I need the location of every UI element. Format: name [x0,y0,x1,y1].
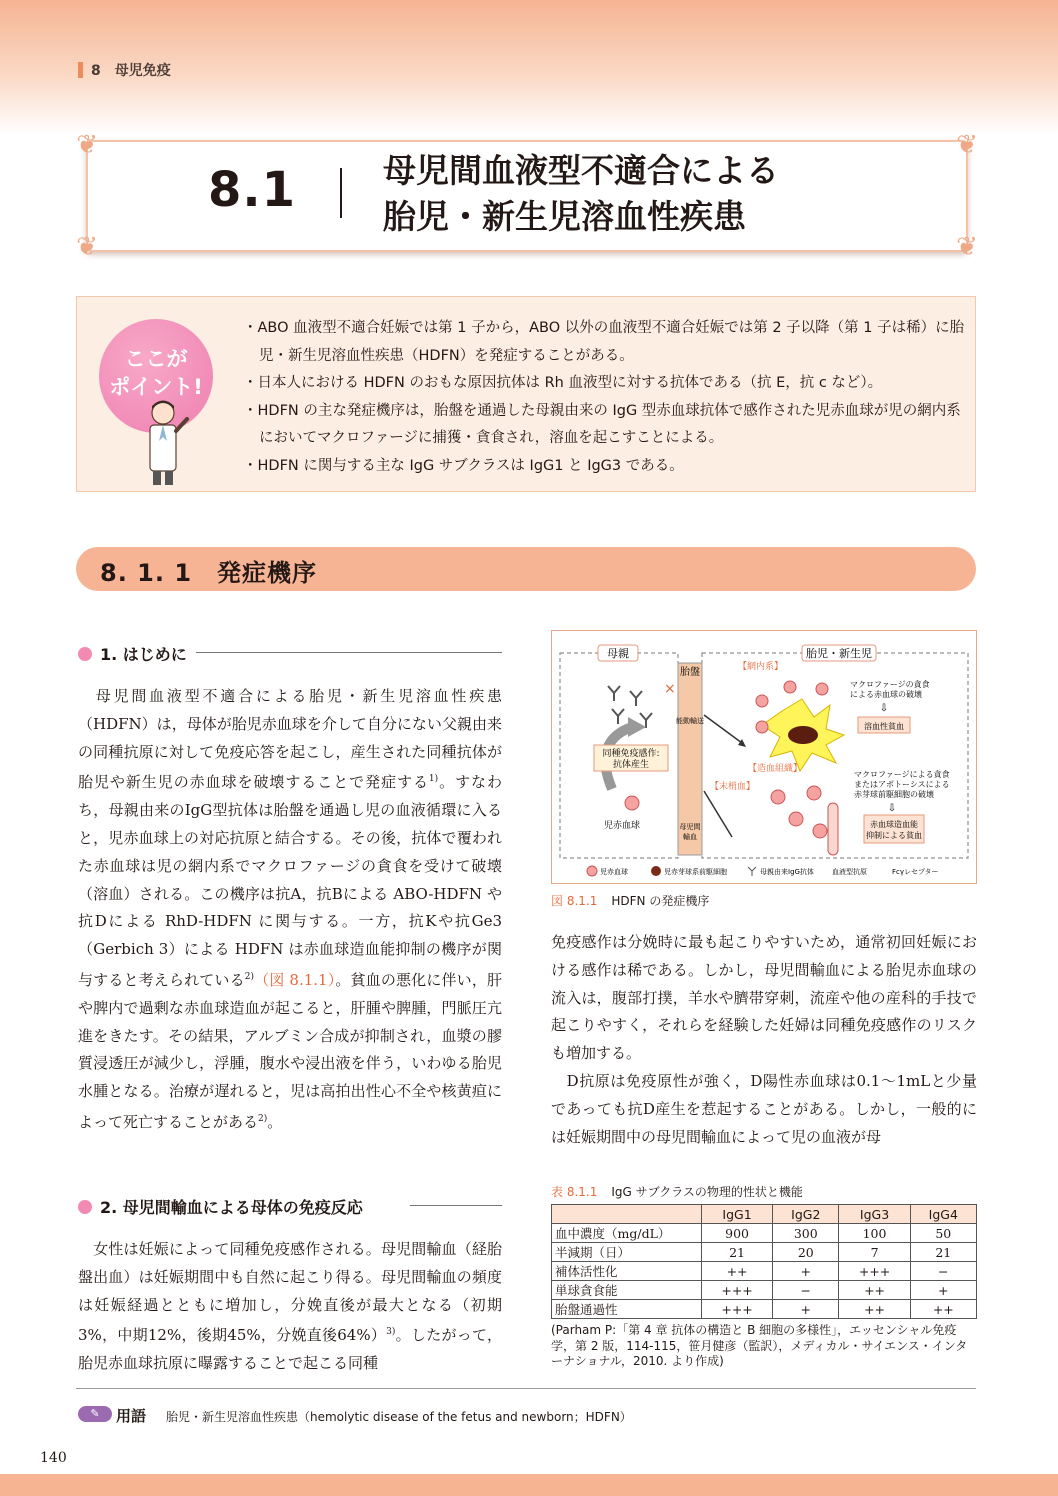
ornament-icon: ❦ [76,130,98,160]
heading-rule [410,1205,502,1206]
bullet-icon [78,1200,92,1214]
ornament-icon: ❦ [956,130,978,160]
list-item: ・HDFN の主な発症機序は，胎盤を通過した母親由来の IgG 型赤血球抗体で感作された児赤血球が児の網内系においてマクロファージに捕獲・貪食され，溶血を起こすことによる。 [243,402,961,446]
section-number: 8.1 [208,162,297,218]
footer-band [0,1474,1058,1496]
hemolytic-anemia-label: 溶血性貧血 [864,722,904,731]
supp-text-2: 抑制による貧血 [866,831,922,840]
table-header-row: IgG1 IgG2 IgG3 IgG4 [552,1205,977,1224]
active-transport-label: 能動輸送 [676,717,704,725]
legend-precursor: 児赤芽球系前駆細胞 [664,868,727,876]
reticulo-label: 【網内系】 [738,662,784,672]
fetus-label: 胎児・新生児 [806,647,872,660]
table-caption: 表 8.1.1 IgG サブクラスの物理的性状と機能 [551,1185,803,1199]
legend-antigen: 血液型抗原 [832,868,867,876]
table-row: 胎盤通過性 +++ + ++ ++ [552,1300,977,1319]
chapter-header [78,60,171,80]
page-title: 母児間血液型不適合による 胎児・新生児溶血性疾患 [383,151,779,236]
macro-text-2: による赤血球の破壊 [850,690,922,699]
antibody-production-label: 抗体産生 [612,760,650,770]
apop-text-3: 赤芽球前駆細胞の破壊 [854,790,934,799]
subsection-heading-2: 2. 母児間輸血による母体の免疫反応 [78,1195,502,1218]
doctor-illustration-icon [133,397,193,489]
figure-link[interactable]: （図 8.1.1） [254,970,336,989]
table-row: 補体活性化 ++ + +++ − [552,1262,977,1281]
glossary-text: 胎児・新生児溶血性疾患（hemolytic disease of the fetus and newborn；HDFN） [166,1410,632,1424]
paragraph: 免疫感作は分娩時に最も起こりやすいため，通常初回妊娠における感作は稀である。しかし，母児間輸血による胎児赤血球の流入は，腹部打撲，羊水や臍帯穿刺，流産や他の産科的手技で起こりやすく，それらを経験した妊婦は同種免疫感作のリスクも増加する。 D抗原は免疫原性が強く，D陽性赤血球は0.1～1mLと少量であっても抗D産生を惹起することがある。しかし，一般的には妊娠期間中の母児間輸血によって児の血液が母 [551,933,977,1146]
ornament-icon: ❦ [76,232,98,262]
section-title-box [76,130,978,262]
table-row: 半減期（日） 21 20 7 21 [552,1243,977,1262]
ornament-icon: ❦ [956,232,978,262]
chapter-label: 8 母児免疫 [91,63,171,79]
igg-subclass-table [551,1204,977,1319]
heading-rule [196,652,502,653]
legend-rbc: 児赤血球 [600,868,628,876]
table-row: 血中濃度（mg/dL） 900 300 100 50 [552,1224,977,1243]
list-item: ・HDFN に関与する主な IgG サブクラスは IgG1 と IgG3 である。 [243,457,684,474]
supp-text-1: 赤血球造血能 [870,820,918,829]
table-row: 単球貪食能 +++ − ++ + [552,1281,977,1300]
key-points-box [76,296,976,492]
section-heading: 8. 1. 1 発症機序 [100,559,318,587]
key-points-list [243,315,967,480]
key-points-badge: ここが ポイント! [99,319,213,433]
legend-igg: 母親由来IgG抗体 [760,868,814,876]
fetal-blood-label: 母児間 [679,823,701,831]
chapter-marker [78,62,83,78]
macro-text-1: マクロファージの貪食 [850,680,930,689]
apop-text-2: またはアポトーシスによる [854,780,950,789]
list-item: ・日本人における HDFN のおもな原因抗体は Rh 血液型に対する抗体である（抗 E，抗 c など）。 [243,375,883,391]
svg-text:⇩: ⇩ [887,803,897,814]
paragraph: 女性は妊娠によって同種免疫感作される。母児間輸血（経胎盤出血）は妊娠期間中も自然に起こり得る。母児間輸血の頻度は妊娠経過とともに増加し，分娩直後が最大となる（初期3%，中期12%，後期45%，分娩直後64%）$^{3)}$。したがって，胎児赤血球抗原に曝露することで起こる同種 [78,1240,502,1373]
mother-label: 母親 [607,647,629,660]
svg-text:⇩: ⇩ [879,703,889,714]
title-divider [340,168,342,218]
paragraph: 母児間血液型不適合による胎児・新生児溶血性疾患（HDFN）は，母体が胎児赤血球を介して自分にない父親由来の同種抗原に対して免疫応答を起こし，産生された同種抗体が胎児や新生児の赤血球を破壊することで発症する$^{1)}$。すなわち，母親由来のIgG型抗体は胎盤を通過し児の血液循環に入ると，児赤血球上の対応抗原と結合する。その後，抗体で覆われた赤血球は児の網内系でマクロファージの貪食を受けて破壊（溶血）される。この機序は抗A，抗Bによる ABO-HDFN や抗Dによる RhD-HDFN に関与する。一方，抗Kや抗Ge3（Gerbich 3）による HDFN は赤血球造血能抑制の機序が関与すると考えられている$^{2)}$（図 8.1.1）。貧血の悪化に伴い，肝や脾内で過剰な赤血球造血が起こると，肝腫や脾腫，門脈圧亢進をきたす。その結果，アルブミン合成が抑制され，血漿の膠質浸透圧が減少し，浮腫，腹水や浸出液を伴う，いわゆる胎児水腫となる。治療が遅れると，児は高拍出性心不全や核黄疸によって死亡することがある$^{2)}$。 [78,687,502,1131]
apop-text-1: マクロファージによる貪食 [854,770,950,779]
hematopoietic-label: 【造血組織】 [748,764,803,774]
bullet-icon [78,647,92,661]
legend-fcr: Fcγレセプター [892,868,939,876]
placenta-label: 胎盤 [680,667,700,678]
figure-hdfn-mechanism [551,630,977,884]
child-rbc-label: 児赤血球 [603,821,641,831]
peripheral-label: 【末梢血】 [710,782,756,792]
block-icon: × [664,681,676,697]
footer-rule [76,1388,976,1389]
list-item: ・ABO 血液型不適合妊娠では第 1 子から，ABO 以外の血液型不適合妊娠では第 2 子以降（第 1 子は稀）に胎児・新生児溶血性疾患（HDFN）を発症することがある。 [243,320,965,364]
figure-caption: 図 8.1.1 HDFN の発症機序 [551,894,710,908]
subsection-heading-1: 1. はじめに [78,642,502,665]
table-source: (Parham P:「第 4 章 抗体の構造と B 細胞の多様性」，エッセンシャル免疫学，第 2 版，114-115，笹月健彦（監訳），メディカル・サイエンス・インターナショナル，2010. より作成) [551,1323,968,1368]
glossary-label: 用語 [116,1407,147,1425]
pencil-icon: ✎ [78,1406,112,1422]
immunization-label: 同種免疫感作: [602,749,660,759]
page-number: 140 [40,1450,67,1466]
fetal-blood-label2: 輸血 [683,833,697,841]
